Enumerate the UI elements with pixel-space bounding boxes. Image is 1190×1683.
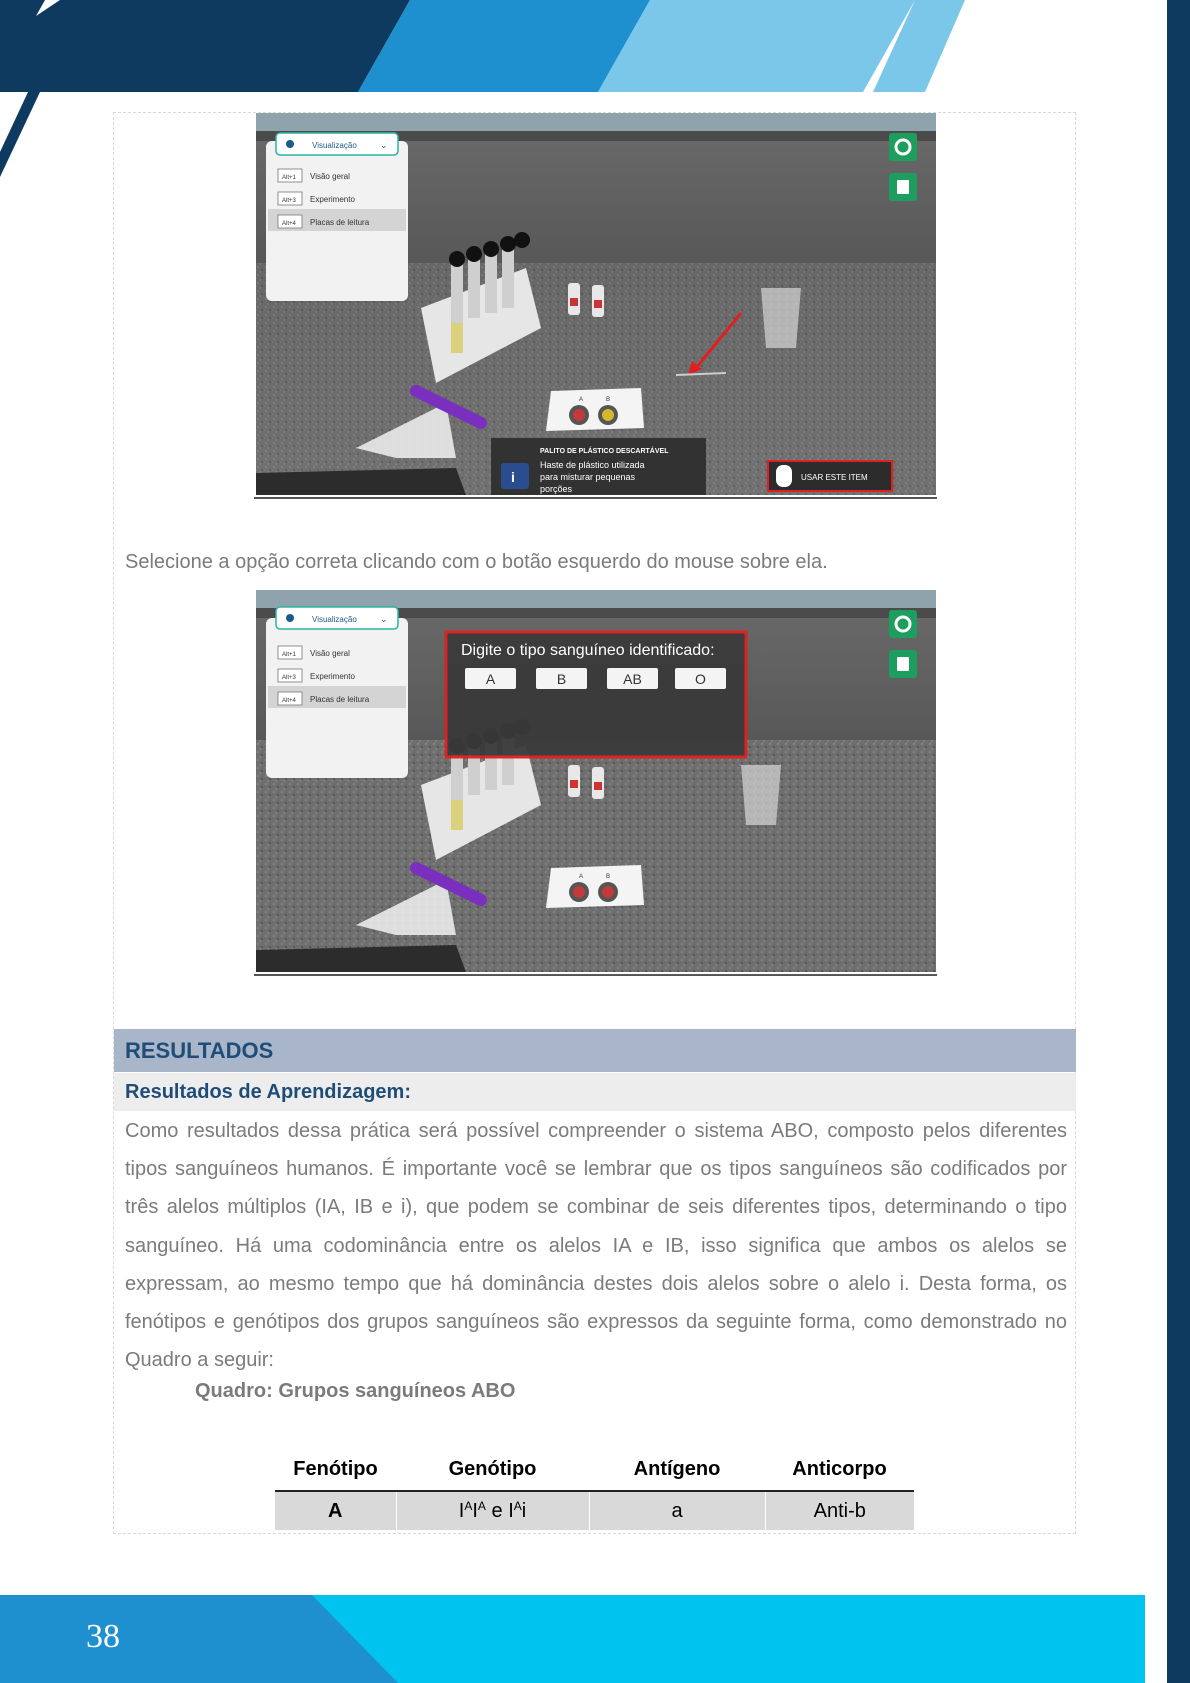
cell-anticorpo: Anti-b bbox=[765, 1491, 914, 1530]
svg-text:Haste de plástico utilizada: Haste de plástico utilizada bbox=[540, 460, 645, 470]
column-header: Genótipo bbox=[448, 1457, 537, 1480]
svg-text:Alt+4: Alt+4 bbox=[282, 698, 296, 704]
cell-genotipo: $I^AI^A$ e $I^Ai$ bbox=[396, 1491, 589, 1530]
svg-text:Visualização: Visualização bbox=[312, 615, 357, 624]
page-number: 38 bbox=[86, 1618, 120, 1655]
svg-text:i: i bbox=[511, 469, 515, 485]
column-header: Antígeno bbox=[633, 1457, 721, 1480]
blood-type-dialog bbox=[446, 632, 746, 757]
eye-icon bbox=[286, 140, 294, 148]
notebook-icon bbox=[897, 657, 909, 671]
svg-text:USAR ESTE ITEM: USAR ESTE ITEM bbox=[801, 473, 868, 482]
svg-text:Alt+3: Alt+3 bbox=[282, 675, 296, 681]
right-edge-bar bbox=[1167, 0, 1190, 1683]
chevron-down-icon: ⌄ bbox=[380, 140, 388, 150]
table-caption: Quadro: Grupos sanguíneos ABO bbox=[195, 1380, 516, 1402]
svg-text:Alt+4: Alt+4 bbox=[282, 221, 296, 227]
svg-text:AB: AB bbox=[623, 671, 642, 687]
chevron-down-icon: ⌄ bbox=[380, 614, 388, 624]
svg-text:A: A bbox=[579, 874, 584, 880]
svg-text:A: A bbox=[579, 397, 584, 403]
option-button-o[interactable] bbox=[675, 668, 726, 689]
menu-item-overview[interactable]: Visão geral bbox=[310, 172, 350, 181]
svg-text:PALITO DE PLÁSTICO DESCARTÁVEL: PALITO DE PLÁSTICO DESCARTÁVEL bbox=[540, 448, 669, 455]
item-info-panel bbox=[491, 438, 706, 495]
svg-text:Digite o tipo sanguíneo identi: Digite o tipo sanguíneo identificado: bbox=[461, 642, 715, 659]
header-stripe bbox=[0, 92, 40, 182]
learning-outcomes-heading: Resultados de Aprendizagem: bbox=[125, 1081, 411, 1103]
learning-outcomes-bar bbox=[114, 1073, 1076, 1111]
svg-text:Alt+3: Alt+3 bbox=[282, 198, 296, 204]
reading-plate bbox=[546, 865, 644, 908]
notebook-icon bbox=[897, 180, 909, 194]
use-item-button[interactable] bbox=[768, 461, 892, 491]
menu-item-overview[interactable]: Visão geral bbox=[310, 649, 350, 658]
svg-text:Alt+1: Alt+1 bbox=[282, 652, 296, 658]
svg-text:porções: porções bbox=[540, 484, 573, 494]
screenshot-2-underline bbox=[254, 974, 937, 976]
svg-text:O: O bbox=[695, 671, 706, 687]
column-header: Fenótipo bbox=[293, 1457, 378, 1480]
beaker bbox=[741, 765, 781, 825]
svg-text:B: B bbox=[606, 397, 611, 403]
info-icon bbox=[501, 463, 529, 489]
simulation-screenshot-2 bbox=[256, 590, 936, 972]
column-header: Anticorpo bbox=[792, 1457, 887, 1480]
results-heading: RESULTADOS bbox=[125, 1038, 274, 1063]
footer-banner bbox=[0, 1595, 1145, 1683]
svg-text:B: B bbox=[606, 874, 611, 880]
table-row bbox=[275, 1491, 914, 1530]
reading-plate bbox=[546, 388, 644, 431]
menu-item-reading-plates[interactable]: Placas de leitura bbox=[310, 695, 370, 704]
option-button-a[interactable] bbox=[465, 668, 516, 689]
option-button-b[interactable] bbox=[536, 668, 587, 689]
instruction-caption: Selecione a opção correta clicando com o botão esquerdo do mouse sobre ela. bbox=[125, 551, 828, 573]
cell-antigeno: a bbox=[589, 1491, 765, 1530]
results-heading-bar bbox=[114, 1029, 1076, 1072]
header-banner bbox=[0, 0, 1190, 92]
settings-button[interactable] bbox=[889, 133, 917, 161]
option-button-ab[interactable] bbox=[607, 668, 658, 689]
mouse-icon bbox=[776, 465, 792, 487]
svg-text:para misturar pequenas: para misturar pequenas bbox=[540, 472, 636, 482]
view-menu-panel bbox=[266, 607, 408, 778]
menu-item-reading-plates[interactable]: Placas de leitura bbox=[310, 218, 370, 227]
cell-fenotipo: A bbox=[275, 1491, 396, 1530]
svg-text:B: B bbox=[556, 671, 567, 687]
svg-text:Visualização: Visualização bbox=[312, 141, 357, 150]
settings-button[interactable] bbox=[889, 610, 917, 638]
beaker bbox=[761, 288, 801, 348]
view-menu-panel bbox=[266, 133, 408, 301]
svg-text:Alt+1: Alt+1 bbox=[282, 175, 296, 181]
table-header-row bbox=[275, 1448, 914, 1491]
svg-text:A: A bbox=[485, 671, 496, 687]
simulation-screenshot-1 bbox=[256, 113, 936, 495]
menu-item-experiment[interactable]: Experimento bbox=[310, 195, 355, 204]
results-paragraph: Como resultados dessa prática será possível compreender o sistema ABO, composto pelos diferentes tipos sanguíneos humanos. É importante você se lembrar que os tipos sanguíneos são codificados por três alelos múltiplos (IA, IB e i), que podem se combinar de seis diferentes tipos, determinando o tipo sanguíneo. Há uma codominância entre os alelos IA e IB, isso significa que ambos os alelos se expressam, ao mesmo tempo que há dominância destes dois alelos sobre o alelo i. Desta forma, os fenótipos e genótipos dos grupos sanguíneos são expressos da seguinte forma, como demonstrado no Quadro a seguir: bbox=[125, 1120, 1067, 1372]
abo-blood-group-table bbox=[275, 1448, 914, 1530]
screenshot-1-underline bbox=[254, 497, 937, 499]
menu-item-experiment[interactable]: Experimento bbox=[310, 672, 355, 681]
eye-icon bbox=[286, 614, 294, 622]
